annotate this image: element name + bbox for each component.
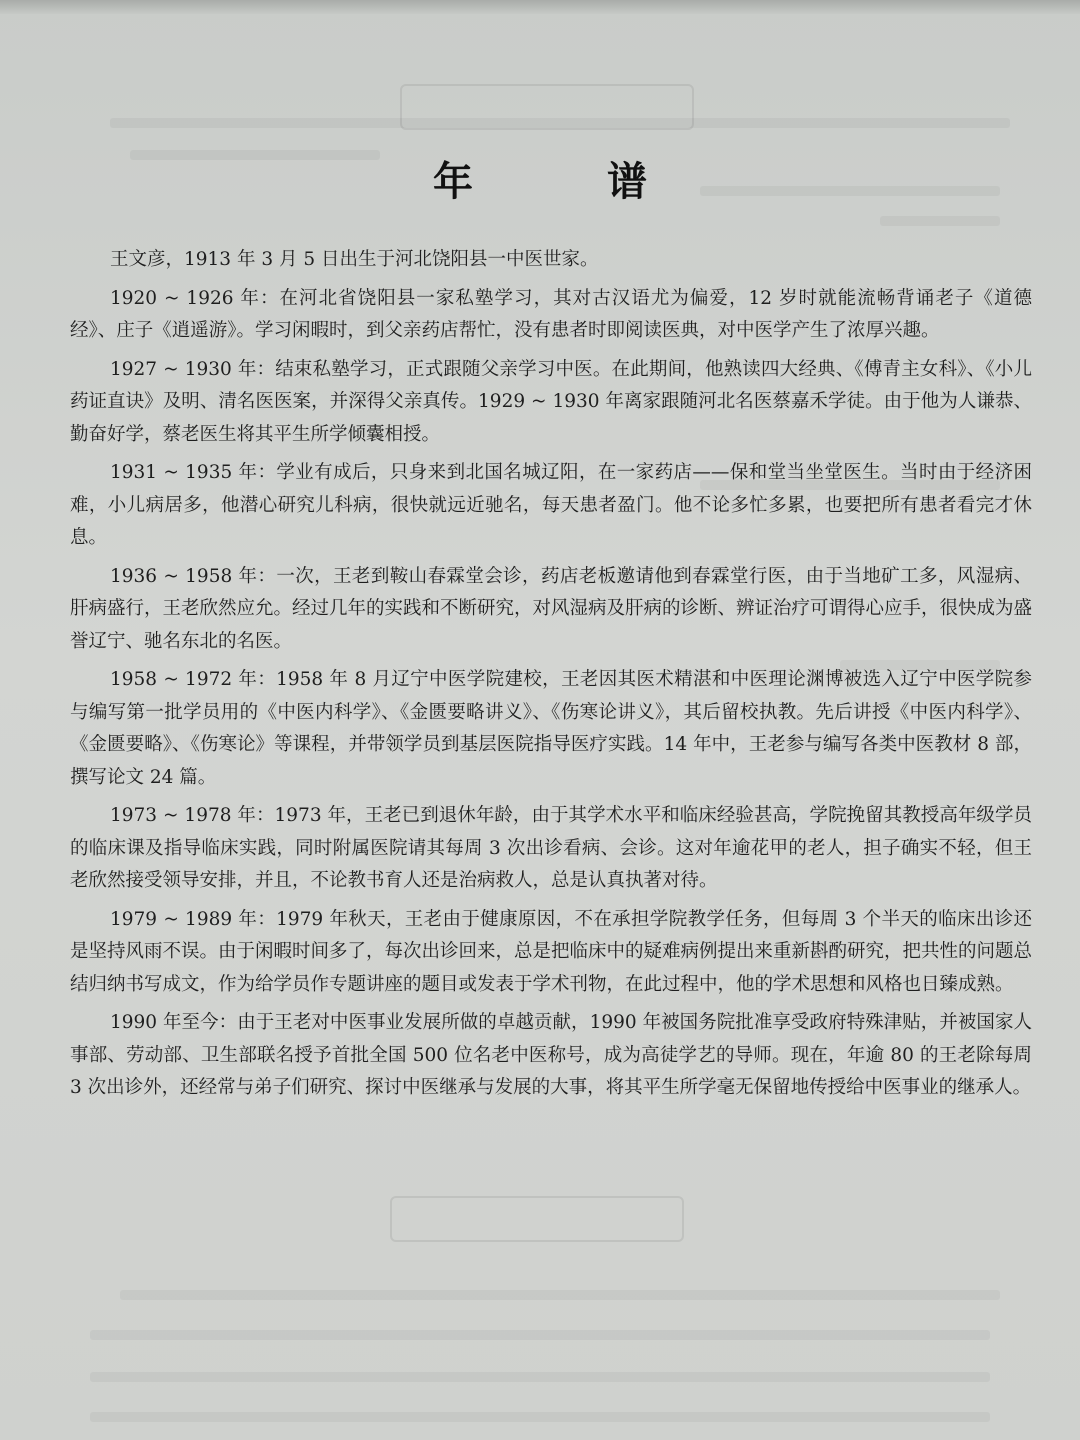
chronology-paragraph-1936: 1936 ~ 1958 年：一次，王老到鞍山春霖堂会诊，药店老板邀请他到春霖堂行医，由于当地矿工多，风湿病、肝病盛行，王老欣然应允。经过几年的实践和不断研究，对风湿病及肝病的诊断、辨证治疗可谓得心应手，很快成为盛誉辽宁、驰名东北的名医。 xyxy=(70,565,1033,652)
page-top-edge xyxy=(0,0,1080,14)
chronology-paragraph-1979: 1979 ~ 1989 年：1979 年秋天，王老由于健康原因，不在承担学院教学任务，但每周 3 个半天的临床出诊还是坚持风雨不误。由于闲暇时间多了，每次出诊回来，总是把临床中的疑难病例提出来重新斟酌研究，把共性的问题总结归纳书写成文，作为给学员作专题讲座的题目或发表于学术刊物，在此过程中，他的学术思想和风格也日臻成熟。 xyxy=(70,908,1033,995)
chronology-paragraph-1990: 1990 年至今：由于王老对中医事业发展所做的卓越贡献，1990 年被国务院批准享受政府特殊津贴，并被国家人事部、劳动部、卫生部联名授予首批全国 500 位名老中医称号，成为高徒学艺的导师。现在，年逾 80 的王老除每周 3 次出诊外，还经常与弟子们研究、探讨中医继承与发展的大事，将其平生所学毫无保留地传授给中医事业的继承人。 xyxy=(70,1012,1032,1098)
page-title: 年 谱 xyxy=(433,159,707,205)
show-through-line xyxy=(90,1330,990,1340)
show-through-line xyxy=(90,1372,990,1382)
show-through-line xyxy=(110,118,1010,128)
chronology-paragraph-1920: 1920 ~ 1926 年：在河北省饶阳县一家私塾学习，其对古汉语尤为偏爱，12 岁时就能流畅背诵老子《道德经》、庄子《逍遥游》。学习闲暇时，到父亲药店帮忙，没有患者时即阅读医典，对中医学产生了浓厚兴趣。 xyxy=(70,287,1032,341)
show-through-line xyxy=(90,1412,990,1422)
show-through-box-bottom xyxy=(390,1196,684,1242)
chronology-paragraph-1958: 1958 ~ 1972 年：1958 年 8 月辽宁中医学院建校，王老因其医术精湛和中医理论渊博被选入辽宁中医学院参与编写第一批学员用的《中医内科学》、《金匮要略讲义》、《伤寒论讲义》，其后留校执教。先后讲授《中医内科学》、《金匮要略》、《伤寒论》等课程，并带领学员到基层医院指导医疗实践。14 年中，王老参与编写各类中医教材 8 部，撰写论文 24 篇。 xyxy=(70,669,1032,788)
chronology-paragraph-1931: 1931 ~ 1935 年：学业有成后，只身来到北国名城辽阳，在一家药店——保和堂当坐堂医生。当时由于经济困难，小儿病居多，他潜心研究儿科病，很快就远近驰名，每天患者盈门。他不论多忙多累，也要把所有患者看完才休息。 xyxy=(70,462,1032,548)
chronology-paragraph-1927: 1927 ~ 1930 年：结束私塾学习，正式跟随父亲学习中医。在此期间，他熟读四大经典、《傅青主女科》、《小儿药证直诀》及明、清名医医案，并深得父亲真传。1929 ~ 1930 年离家跟随河北名医蔡嘉禾学徒。由于他为人谦恭、勤奋好学，蔡老医生将其平生所学倾囊相授。 xyxy=(70,358,1032,445)
chronology-body xyxy=(70,244,1032,1111)
chronology-paragraph-1973: 1973 ~ 1978 年：1973 年，王老已到退休年龄，由于其学术水平和临床经验甚高，学院挽留其教授高年级学员的临床课及指导临床实践，同时附属医院请其每周 3 次出诊看病、会诊。这对年逾花甲的老人，担子确实不轻，但王老欣然接受领导安排，并且，不论教书育人还是治病救人，总是认真执著对待。 xyxy=(70,805,1032,891)
show-through-line xyxy=(120,1290,1000,1300)
show-through-line xyxy=(880,216,1000,226)
chronology-paragraph-birth: 王文彦，1913 年 3 月 5 日出生于河北饶阳县一中医世家。 xyxy=(110,249,599,270)
